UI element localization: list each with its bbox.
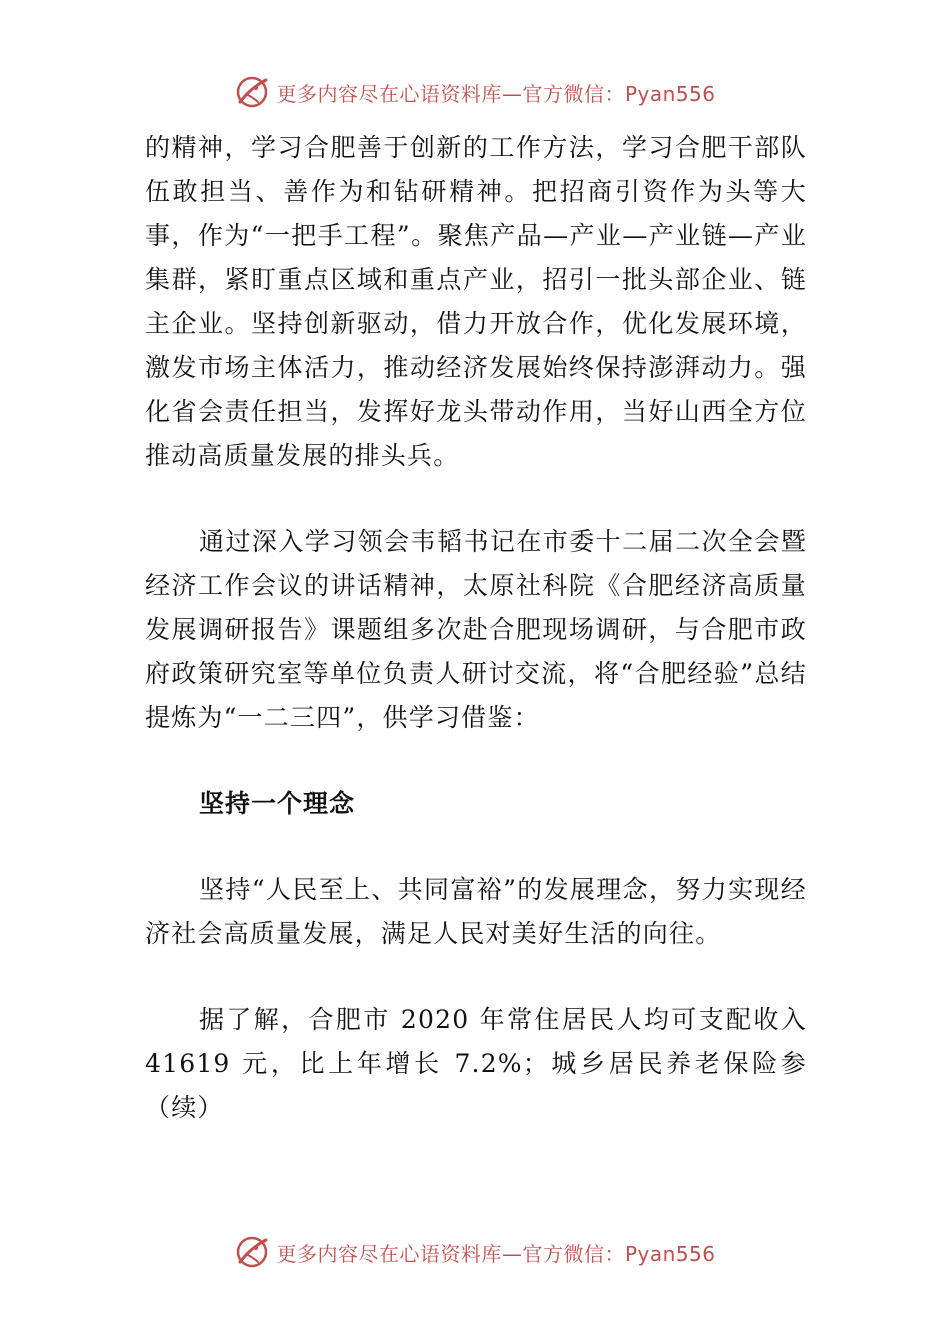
paragraph-4: 据了解，合肥市 2020 年常住居民人均可支配收入 41619 元，比上年增长 7.2%；城乡居民养老保险参（续） bbox=[145, 1005, 807, 1122]
paragraph-3: 坚持“人民至上、共同富裕”的发展理念，努力实现经济社会高质量发展，满足人民对美好生活的向往。 bbox=[145, 875, 807, 948]
brush-logo-icon bbox=[234, 1234, 270, 1270]
footer-watermark bbox=[0, 1232, 950, 1272]
section-heading: 坚持一个理念 bbox=[199, 789, 356, 818]
watermark-text: 更多内容尽在心语资料库—官方微信：Pyan556 bbox=[276, 81, 716, 106]
paragraph-1: 的精神，学习合肥善于创新的工作方法，学习合肥干部队伍敢担当、善作为和钻研精神。把招商引资作为头等大事，作为“一把手工程”。聚焦产品—产业—产业链—产业集群，紧盯重点区域和重点产业，招引一批头部企业、链主企业。坚持创新驱动，借力开放合作，优化发展环境，激发市场主体活力，推动经济发展始终保持澎湃动力。强化省会责任担当，发挥好龙头带动作用，当好山西全方位推动高质量发展的排头兵。 bbox=[145, 133, 807, 470]
watermark-text: 更多内容尽在心语资料库—官方微信：Pyan556 bbox=[276, 1241, 716, 1266]
document-body bbox=[145, 126, 807, 1130]
paragraph-2: 通过深入学习领会韦韬书记在市委十二届二次全会暨经济工作会议的讲话精神，太原社科院《合肥经济高质量发展调研报告》课题组多次赴合肥现场调研，与合肥市政府政策研究室等单位负责人研讨交流，将“合肥经验”总结提炼为“一二三四”，供学习借鉴： bbox=[145, 527, 807, 732]
watermark-group bbox=[234, 1234, 715, 1270]
watermark-group bbox=[234, 74, 715, 110]
header-watermark bbox=[0, 72, 950, 112]
brush-logo-icon bbox=[234, 74, 270, 110]
